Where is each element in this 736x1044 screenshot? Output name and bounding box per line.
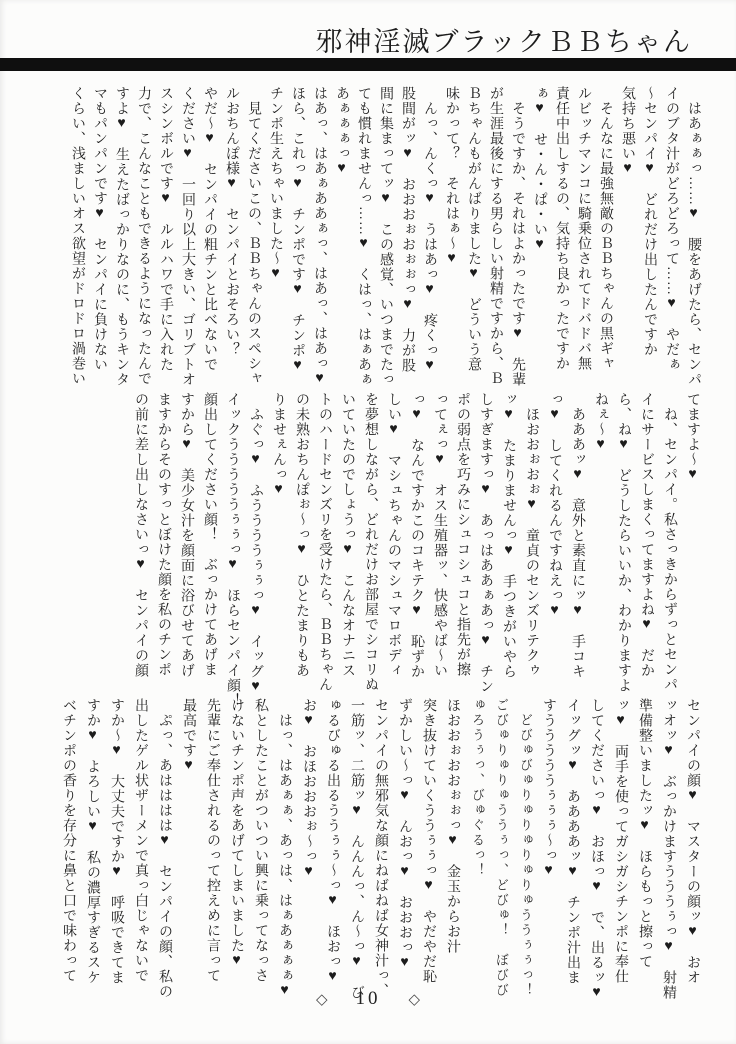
page-number: 10 xyxy=(355,988,381,1009)
text-line: はっ、はあぁぁ、あっは、はぁあぁぁぁ♥ xyxy=(277,698,292,999)
text-line: が生涯最後にする男らしい射精ですから、Ｂ xyxy=(488,86,503,386)
header-rule-divider xyxy=(0,58,736,71)
text-line: ッ♥ たまりませんっ♥ 手つきがいやら xyxy=(501,392,516,679)
text-line: しい♥ マシュちゃんのマシュマロボディ xyxy=(386,392,401,678)
text-line: 力で、こんなこともできるようになったんで xyxy=(136,86,151,386)
text-line: イックうううううぅぅっ♥ ほらセンパイ顔！ xyxy=(225,392,240,708)
text-line: イのブタ汁がどろどろって……♥ やだぁ xyxy=(664,86,679,372)
text-line: しすぎますっ♥ あっはああぁあっ♥ チン xyxy=(478,392,493,694)
text-line: ください♥ 一回り以上大きい、ゴリブトオ xyxy=(180,86,195,387)
text-line: っ♥ してくれるんですねえっ♥ xyxy=(547,392,562,619)
text-line: ますからそのすっとぼけた顔を私のチンポ xyxy=(156,392,171,677)
text-line: 顔出してください顔！ ぶっかけてあげま xyxy=(202,392,217,677)
text-line: 出したゲル状ザーメンで真っ白じゃないで xyxy=(133,698,148,983)
text-line: スシンボルです♥ ルルハワで手に入れた xyxy=(158,86,173,372)
text-line: すから♥ 美少女汁を顔面に浴びせてあげ xyxy=(179,392,194,678)
text-line: ら、ね♥ どうしたらいいか、わかりますよ xyxy=(616,392,631,693)
text-line: してくださいっ♥ おほっ♥ で、出るッ♥ xyxy=(589,698,604,1001)
text-line: ベチンポの香りを存分に鼻と口で味わって xyxy=(61,698,76,983)
text-line: はあっ、はあぁああぁっ、はあっ、はあっ♥ xyxy=(312,86,327,387)
text-line: すか～♥ 大丈夫ですか♥ 呼吸できてま xyxy=(109,698,124,985)
text-line: んっ、んくっ♥ うはあっ♥ 疼くっ♥ xyxy=(422,86,437,374)
text-line: 責任中出しするの、気持ち良かったですか xyxy=(554,86,569,371)
text-line: センパイの無邪気な顔にねばねば女神汁っ、 xyxy=(373,698,388,998)
text-line: そんなに最強無敵のＢＢちゃんの黒ギャ xyxy=(598,86,613,371)
text-line: ふぐっ♥ ふううううぅぅっ♥ イッグ♥ xyxy=(248,392,263,695)
text-line: ぷっ、あはははは♥ センパイの顔、私の xyxy=(157,698,172,999)
text-line: 私としたことがついつい興に乗ってなっさ xyxy=(253,698,268,983)
text-line: ずかしい～っ♥ んおっ♥ おおおっ♥ xyxy=(397,698,412,971)
text-line: ごびゅりゅりゅううぅっ、どびゅ！ ぼびび xyxy=(493,698,508,998)
text-line: お♥ おほおおおぉ～っ♥ xyxy=(301,698,316,880)
text-line: すうううううぅぅぅ～っ♥ xyxy=(541,698,556,879)
text-line: 見てくださいこの、ＢＢちゃんのスペシャ xyxy=(246,86,261,386)
text-line: ～センパイ♥ どれだけ出したんですか xyxy=(642,86,657,357)
text-line: 一筋ッ、二筋ッ♥ んんんっ、ん～っ♥ び xyxy=(349,698,364,1000)
text-line: ほら、これっ♥ チンポです♥ チンポ♥ xyxy=(290,86,305,374)
text-line: ほおおぉおおぉぉっ♥ 金玉からお汁 xyxy=(445,698,460,954)
text-line: 先輩にご奉仕されるのって控えめに言って xyxy=(205,698,220,983)
text-line: 股間がッ♥ おおおぉおぉぉっ♥ 力が股 xyxy=(400,86,415,373)
text-line: ね、センパイ。私さっきからずっとセンパ xyxy=(662,392,677,692)
text-line: 最高です♥ xyxy=(181,698,196,774)
text-line: けないチンポ声をあげてしまいました♥ xyxy=(229,698,244,969)
text-line: Ｂちゃんもがんばりました♥ どういう意 xyxy=(466,86,481,372)
text-line: くらい、浅ましいオス欲望がドロドロ渦巻い xyxy=(70,86,85,386)
text-line: ぁ♥ せ・ん・ぱ・い♥ xyxy=(532,86,547,253)
text-line: りませぇんっ♥ xyxy=(271,392,286,498)
text-line: てますよ～♥ xyxy=(685,392,700,483)
text-line: っ♥ なんですかこのコキテク♥ 恥ずか xyxy=(409,392,424,679)
text-line: の未熟おちんぽぉ～っ♥ ひとたまりもあ xyxy=(294,392,309,678)
text-line: ルビッチマンコに騎乗位されてドバドバ無 xyxy=(576,86,591,371)
text-line: イッグッ♥ ああああッ♥ チンポ汁出ま xyxy=(565,698,580,985)
text-line: を夢想しながら、どれだけお部屋でシコリぬ xyxy=(363,392,378,692)
text-line: そうですか、それはよかったです♥ 先輩 xyxy=(510,86,525,387)
text-band-middle xyxy=(129,392,704,708)
text-band-top xyxy=(66,86,704,392)
text-line: 間に集まってッ♥ この感覚、いつまでたっ xyxy=(378,86,393,387)
text-line: ねぇ～♥ xyxy=(593,392,608,453)
text-line: やだ～♥ センパイの粗チンと比べないで xyxy=(202,86,217,372)
text-line: イにサービスしまくってますよね♥ だか xyxy=(639,392,654,678)
footer-diamond-left-icon: ◇ xyxy=(315,991,328,1008)
text-line: ッ♥ 両手を使ってガシガシチンポに奉仕 xyxy=(613,698,628,984)
text-line: すか♥ よろしい♥ 私の濃厚すぎるスケ xyxy=(85,698,100,985)
text-line: ほおおぉおぉ♥ 童貞のセンズリテクゥ xyxy=(524,392,539,678)
text-line: の前に差し出しなさいっ♥ センパイの顔 xyxy=(133,392,148,678)
text-line: 味かって？ それはぁ～♥ xyxy=(444,86,459,267)
page-footer xyxy=(0,988,736,1010)
text-line: センパイの顔♥ マスターの顔ッ♥ おオ xyxy=(685,698,700,985)
text-line: チンポ生えちゃいました～♥ xyxy=(268,86,283,282)
text-line: ルおちんぽ様♥ センパイとおそろい？ xyxy=(224,86,239,357)
text-line: ゅるびゅる出るううぅぅ～っ♥ ほおっ♥ xyxy=(325,698,340,985)
text-line: マもパンパンです♥ センパイに負けない xyxy=(92,86,107,372)
text-line: ても慣れませんっ……♥ くはっ、はぁあぁ xyxy=(356,86,371,387)
text-line: 準備整いましたッ♥ ほらもっと擦って xyxy=(637,698,652,969)
text-line: いていたのでしょうっ♥ こんなオナニス xyxy=(340,392,355,678)
footer-diamond-right-icon: ◇ xyxy=(408,991,421,1008)
text-line: 突き抜けていくううぅぅっ♥ やだやだ恥 xyxy=(421,698,436,984)
text-line: どびゅびゅりゅりゅりゅりゅううぅぅっ！ xyxy=(517,698,532,998)
text-line: あああッ♥ 意外と素直にッ♥ 手コキ xyxy=(570,392,585,679)
text-line: ってぇっ♥ オス生殖器ッ、快感やば～い xyxy=(432,392,447,678)
text-line: ゅろうぅっ、びゅぐるっ！ xyxy=(469,698,484,878)
text-line: ッオッ♥ ぶっかけますうううぅっ♥ 射精 xyxy=(661,698,676,1000)
text-line: トのハードセンズリを受けたら、ＢＢちゃん xyxy=(317,392,332,692)
text-line: すよ♥ 生えたばっかりなのに、もうキンタ xyxy=(114,86,129,387)
text-line: あぁぁぁっ♥ xyxy=(334,86,349,177)
text-line: 気持ち悪い♥ xyxy=(620,86,635,177)
page-title: 邪神淫滅ブラックＢＢちゃん xyxy=(315,27,692,57)
text-line: ポの弱点を巧みにシュコシュコと指先が擦 xyxy=(455,392,470,677)
text-line: はあぁぁっ……♥ 腰をあげたら、センパ xyxy=(686,86,701,387)
